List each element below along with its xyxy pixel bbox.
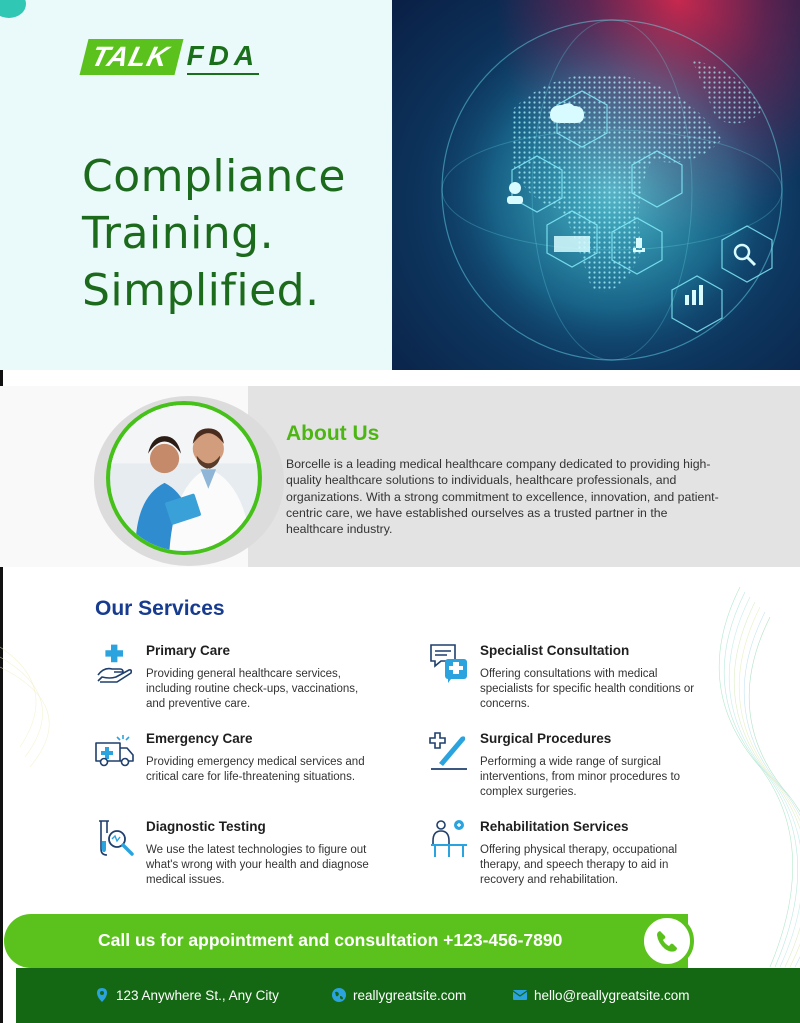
service-name: Surgical Procedures <box>480 731 612 746</box>
service-name: Specialist Consultation <box>480 643 630 658</box>
about-title: About Us <box>286 422 380 445</box>
service-name: Primary Care <box>146 643 231 658</box>
test-tube-magnifier-icon <box>95 819 135 859</box>
medical-cross-hand-icon <box>95 643 135 683</box>
digital-globe-illustration <box>392 0 800 370</box>
globe-icon <box>331 987 347 1003</box>
service-description: Providing general healthcare services, including routine check-ups, vaccinations, and preventive care. <box>146 668 359 710</box>
talkfda-logo <box>84 38 259 76</box>
hero-title-line-1: Compliance <box>82 151 346 202</box>
hero-title <box>82 148 382 319</box>
doctor-nurse-photo <box>106 401 262 555</box>
footer-email[interactable] <box>512 987 690 1003</box>
services-title: Our Services <box>95 597 225 620</box>
mail-icon <box>512 987 528 1003</box>
phone-icon <box>655 929 679 953</box>
service-description: We use the latest technologies to figure out what's wrong with your health and diagnose medical issues. <box>146 844 369 886</box>
service-name: Emergency Care <box>146 731 253 746</box>
hero-title-line-3: Simplified. <box>82 265 320 316</box>
cta-text: Call us for appointment and consultation +123-456-7890 <box>98 930 563 950</box>
service-description: Offering physical therapy, occupational therapy, and speech therapy to aid in recovery and rehabilitation. <box>480 844 678 886</box>
service-description: Performing a wide range of surgical interventions, from minor procedures to complex surgeries. <box>480 756 681 798</box>
location-pin-icon <box>94 987 110 1003</box>
logo-fda-text: FDA <box>187 39 260 75</box>
footer-address <box>94 987 279 1003</box>
email-link[interactable]: hello@reallygreatsite.com <box>534 987 690 1003</box>
rehabilitation-icon <box>429 819 469 859</box>
service-name: Rehabilitation Services <box>480 819 629 834</box>
footer-website[interactable] <box>331 987 466 1003</box>
medical-staff-illustration <box>110 405 258 551</box>
service-name: Diagnostic Testing <box>146 819 266 834</box>
about-description: Borcelle is a leading medical healthcare company dedicated to providing high-quality healthcare solutions to individuals, healthcare professionals, and organizations. With a strong commitment to excellence, innovation, and patient-centric care, we have established ourselves as a trusted partner in the healthcare industry. <box>286 457 719 537</box>
hero-title-line-2: Training. <box>82 208 275 259</box>
address-text: 123 Anywhere St., Any City <box>116 987 279 1003</box>
website-link[interactable]: reallygreatsite.com <box>353 987 467 1003</box>
phone-button[interactable] <box>640 914 694 968</box>
logo-talk-text: TALK <box>80 39 184 75</box>
service-description: Offering consultations with medical specialists for specific health conditions or concerns. <box>480 668 695 710</box>
ambulance-icon <box>95 731 135 771</box>
service-description: Providing emergency medical services and critical care for life-threatening situations. <box>146 756 365 783</box>
consultation-chat-icon <box>429 643 469 683</box>
hero-globe-image <box>392 0 800 370</box>
surgical-scalpel-icon <box>429 731 469 771</box>
